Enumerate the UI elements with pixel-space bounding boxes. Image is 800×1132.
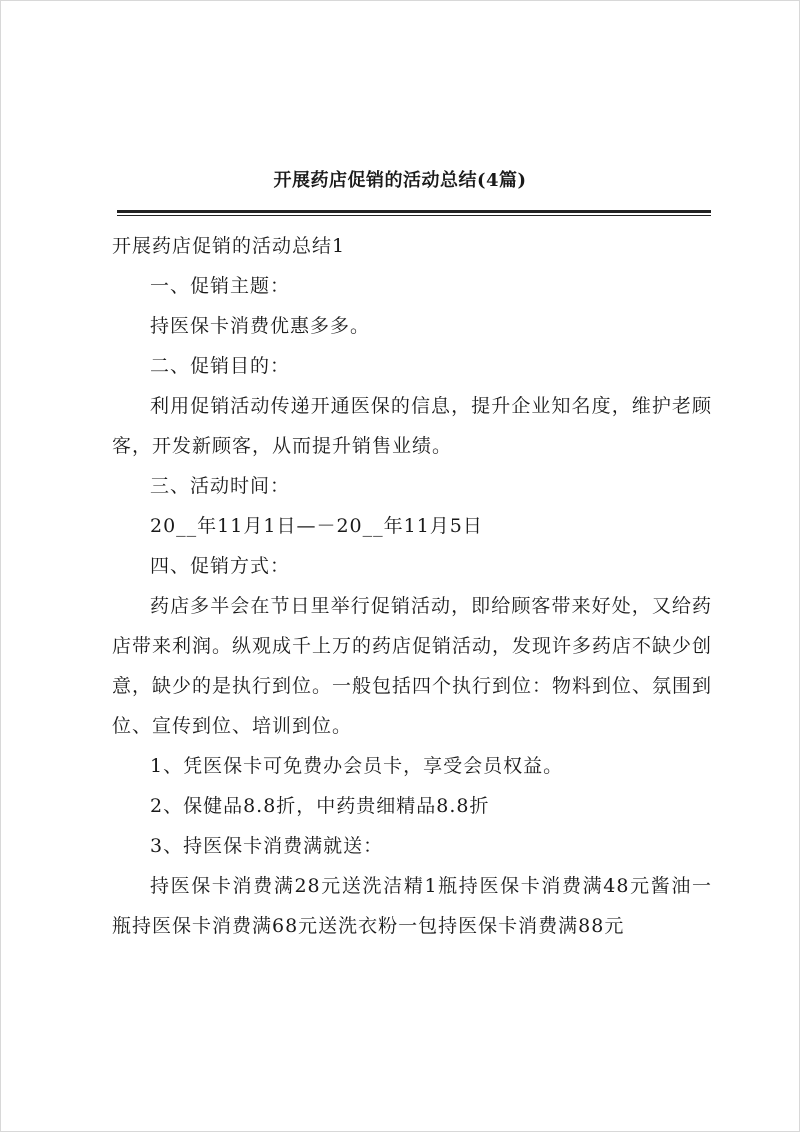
paragraph: 三、活动时间： (150, 475, 291, 497)
paragraph: 持医保卡消费优惠多多。 (150, 315, 371, 337)
title-divider-thick (117, 210, 711, 213)
paragraph: 3、持医保卡消费满就送： (150, 835, 384, 857)
paragraph: 2、保健品8.8折，中药贵细精品8.8折 (150, 795, 490, 817)
paragraph: 药店多半会在节日里举行促销活动，即给顾客带来好处，又给药店带来利润。纵观成千上万的药店促销活动，发现许多药店不缺少创意，缺少的是执行到位。一般包括四个执行到位：物料到位、氛围到位、宣传到位、培训到位。 (112, 595, 713, 737)
title-divider-thin (117, 215, 711, 216)
document-title: 开展药店促销的活动总结(4篇) (273, 170, 527, 191)
paragraph: 利用促销活动传递开通医保的信息，提升企业知名度，维护老顾客，开发新顾客，从而提升销售业绩。 (112, 395, 712, 457)
paragraph: 1、凭医保卡可免费办会员卡，享受会员权益。 (150, 755, 564, 777)
section-heading: 开展药店促销的活动总结1 (112, 235, 346, 257)
paragraph: 四、促销方式： (150, 555, 291, 577)
document-body (112, 226, 712, 946)
paragraph: 二、促销目的： (150, 355, 291, 377)
paragraph: 20__年11月1日—－20__年11月5日 (150, 515, 483, 537)
paragraph: 一、促销主题： (150, 275, 291, 297)
paragraph: 持医保卡消费满28元送洗洁精1瓶持医保卡消费满48元酱油一瓶持医保卡消费满68元送洗衣粉一包持医保卡消费满88元 (112, 875, 712, 937)
